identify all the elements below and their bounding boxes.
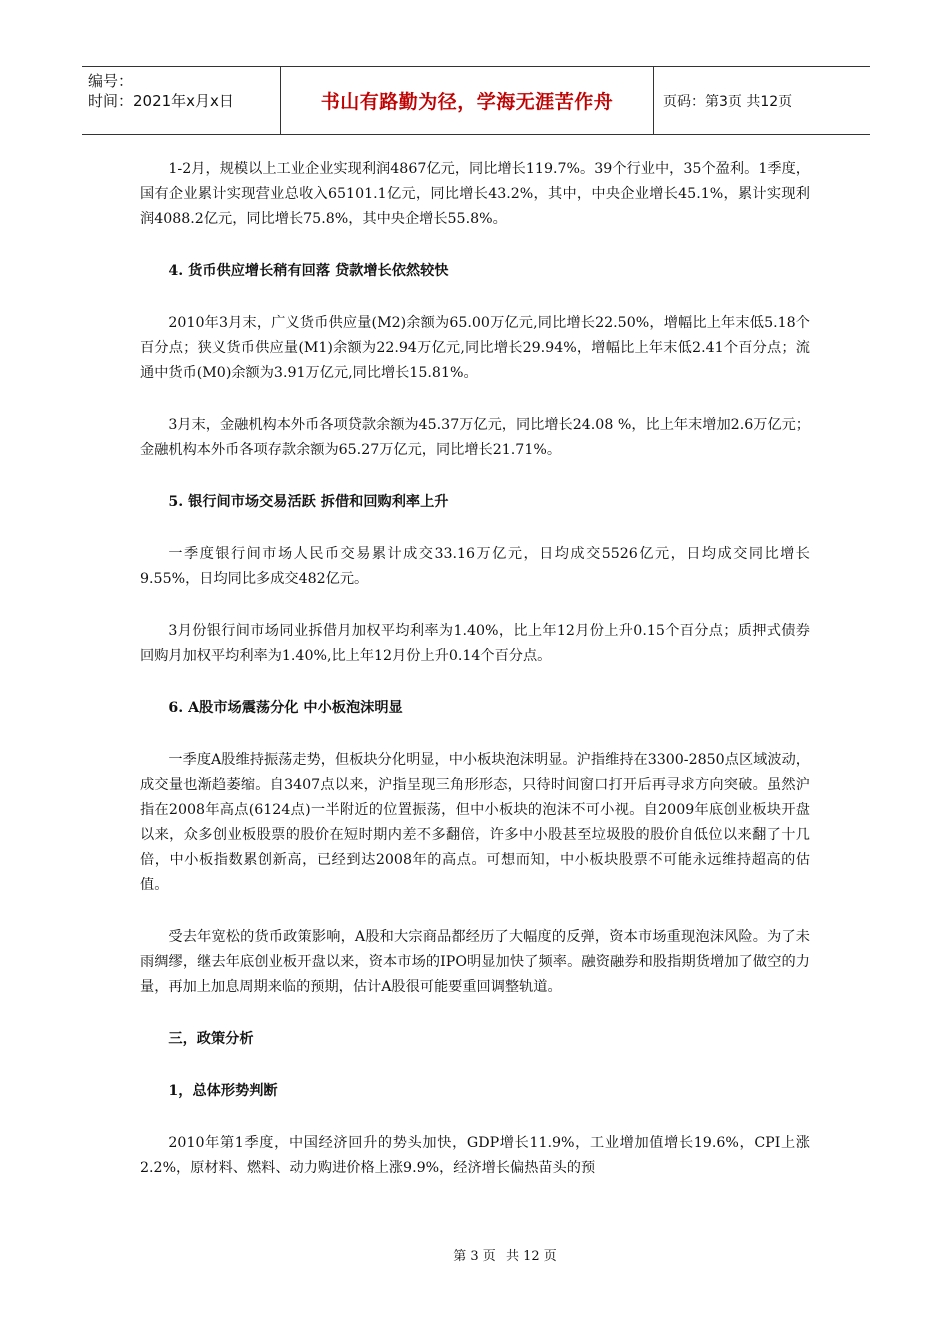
footer-page-total: 共 12 页	[505, 1249, 557, 1264]
paragraph-q1-summary: 2010年第1季度，中国经济回升的势头加快，GDP增长11.9%，工业增加值增长19.6%，CPI上涨2.2%，原材料、燃料、动力购进价格上涨9.9%，经济增长偏热苗头的预	[140, 1135, 810, 1176]
paragraph-a-shares-trend: 一季度A股维持振荡走势，但板块分化明显，中小板块泡沫明显。沪指维持在3300-2850点区域波动，成交量也渐趋萎缩。自3407点以来，沪指呈现三角形形态，只待时间窗口打开后再寻求方向突破。虽然沪指在2008年高点(6124点)一半附近的位置振荡，但中小板块的泡沫不可小视。自2009年底创业板块开盘以来，众多创业板股票的股价在短时期内差不多翻倍，许多中小股甚至垃圾股的股价自低位以来翻了十几倍，中小板指数累创新高，已经到达2008年的高点。可想而知，中小板块股票不可能永远维持超高的估值。	[140, 752, 810, 893]
paragraph-profits: 1-2月，规模以上工业企业实现利润4867亿元，同比增长119.7%。39个行业中，35个盈利。1季度，国有企业累计实现营业总收入65101.1亿元，同比增长43.2%，其中，中央企业增长45.1%，累计实现利润4088.2亿元，同比增长75.8%，其中央企增长55.8%。	[140, 161, 810, 227]
paragraph-m2: 2010年3月末，广义货币供应量(M2)余额为65.00万亿元,同比增长22.50%，增幅比上年末低5.18个百分点；狭义货币供应量(M1)余额为22.94万亿元,同比增长29.94%，增幅比上年末低2.41个百分点；流通中货币(M0)余额为3.91万亿元,同比增长15.81%。	[140, 315, 810, 381]
page-footer	[0, 1245, 950, 1264]
section-heading-money-supply: 4. 货币供应增长稍有回落 贷款增长依然较快	[168, 263, 449, 279]
paragraph-loans: 3月末，金融机构本外币各项贷款余额为45.37万亿元，同比增长24.08 %，比上年末增加2.6万亿元；金融机构本外币各项存款余额为65.27万亿元，同比增长21.71%。	[140, 417, 810, 458]
header-time-label: 时间：2021年x月x日	[88, 92, 234, 110]
header-meta	[82, 67, 281, 134]
footer-page-current: 第 3 页	[453, 1249, 496, 1264]
page-header	[82, 66, 870, 135]
section-heading-policy: 三，政策分析	[168, 1031, 254, 1047]
header-page-info: 页码：第3页 共12页	[663, 93, 793, 110]
paragraph-a-shares-outlook: 受去年宽松的货币政策影响，A股和大宗商品都经历了大幅度的反弹，资本市场重现泡沫风险。为了未雨绸缪，继去年底创业板开盘以来，资本市场的IPO明显加快了频率。融资融券和股指期货增加了做空的力量，再加上加息周期来临的预期，估计A股很可能要重回调整轨道。	[140, 929, 810, 995]
document-body	[140, 157, 810, 1208]
section-heading-a-shares: 6. A股市场震荡分化 中小板泡沫明显	[168, 700, 403, 716]
paragraph-interbank-volume: 一季度银行间市场人民币交易累计成交33.16万亿元，日均成交5526亿元，日均成交同比增长9.55%，日均同比多成交482亿元。	[140, 546, 810, 587]
header-number-label: 编号：	[88, 72, 134, 90]
section-heading-interbank: 5. 银行间市场交易活跃 拆借和回购利率上升	[168, 494, 449, 510]
header-motto: 书山有路勤为径，学海无涯苦作舟	[281, 67, 654, 134]
paragraph-interbank-rates: 3月份银行间市场同业拆借月加权平均利率为1.40%，比上年12月份上升0.15个百分点；质押式债券回购月加权平均利率为1.40%,比上年12月份上升0.14个百分点。	[140, 623, 810, 664]
subsection-heading-overall: 1，总体形势判断	[168, 1083, 278, 1099]
